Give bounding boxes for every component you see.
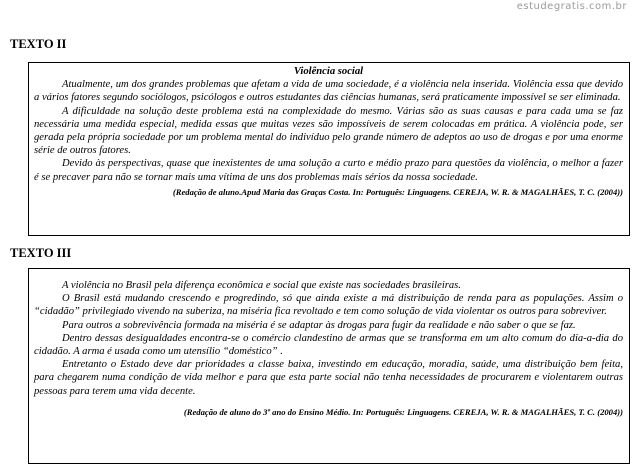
texto-iii-box bbox=[28, 268, 630, 464]
texto-iii-paragraph-5: Entretanto o Estado deve dar prioridades a classe baixa, investindo em educação, moradia, saúde, uma distribuição bem feita, para chegarem numa condição de vida melhor e para que esta parte social não tenha necessidades de procurarem e violentarem outras pessoas para terem uma vida decente. bbox=[34, 359, 623, 397]
texto-iii-paragraph-4: Dentro dessas desigualdades encontra-se o comércio clandestino de armas que se transforma em um alto comum do dia-a-dia do cidadão. A arma é usada como um utensílio “doméstico” . bbox=[34, 332, 623, 358]
texto-iii-paragraph-1: A violência no Brasil pela diferença econômica e social que existe nas sociedades brasileiras. bbox=[62, 280, 461, 291]
texto-ii-citation: (Redação de aluno.Apud Maria das Graças Costa. In: Português: Linguagens. CEREJA, W. R. & MAGALHÃES, T. C. (2004)) bbox=[172, 186, 623, 197]
texto-iii-heading: TEXTO III bbox=[10, 246, 72, 260]
texto-iii-paragraph-3: Para outros a sobrevivência formada na miséria é se adaptar às drogas para fugir da realidade e não saber o que se faz. bbox=[62, 319, 576, 331]
texto-ii-paragraph-1: Atualmente, um dos grandes problemas que afetam a vida de uma sociedade, é a violência nela inserida. Violência essa que devido a vários fatores segundo sociólogos, psicólogos e outros estudantes das ciências humanas, será praticamente impossível se ser eliminada. bbox=[34, 79, 623, 104]
texto-ii-paragraph-2: A dificuldade na solução deste problema está na complexidade do mesmo. Várias são as suas causas e para cada uma se faz necessária uma medida especial, medida essas que muitas vezes são impossíveis de serem colocadas em prática. A violência pode, ser gerada pela própria sociedade por um problema mental do indivíduo pelo grande número de adeptos ao uso de drogas e por uma enorme série de outros fatores. bbox=[34, 105, 623, 157]
texto-ii-box bbox=[28, 62, 630, 236]
texto-iii-citation: (Redação de aluno do 3º ano do Ensino Médio. In: Português: Linguagens. CEREJA, W. R. & MAGALHÃES, T. C. (2004)) bbox=[183, 406, 623, 417]
texto-ii-title: Violência social bbox=[293, 66, 364, 77]
texto-iii-paragraph-2: O Brasil está mudando crescendo e progredindo, só que ainda existe a má distribuição de renda para as populações. Assim o “cidadão” privilegiado vivendo na suberiza, na miséria fica revoltado e tem como solução de vida violentar os outros para sobreviver. bbox=[34, 293, 623, 318]
texto-ii-paragraph-3: Devido às perspectivas, quase que inexistentes de uma solução a curto e médio prazo para questões da violência, o melhor a fazer é se precaver para não se tornar mais uma vítima de uns dos problemas mais sérios da nossa sociedade. bbox=[34, 158, 623, 183]
site-watermark: estudegratis.com.br bbox=[516, 1, 627, 12]
texto-ii-heading: TEXTO II bbox=[10, 37, 67, 51]
